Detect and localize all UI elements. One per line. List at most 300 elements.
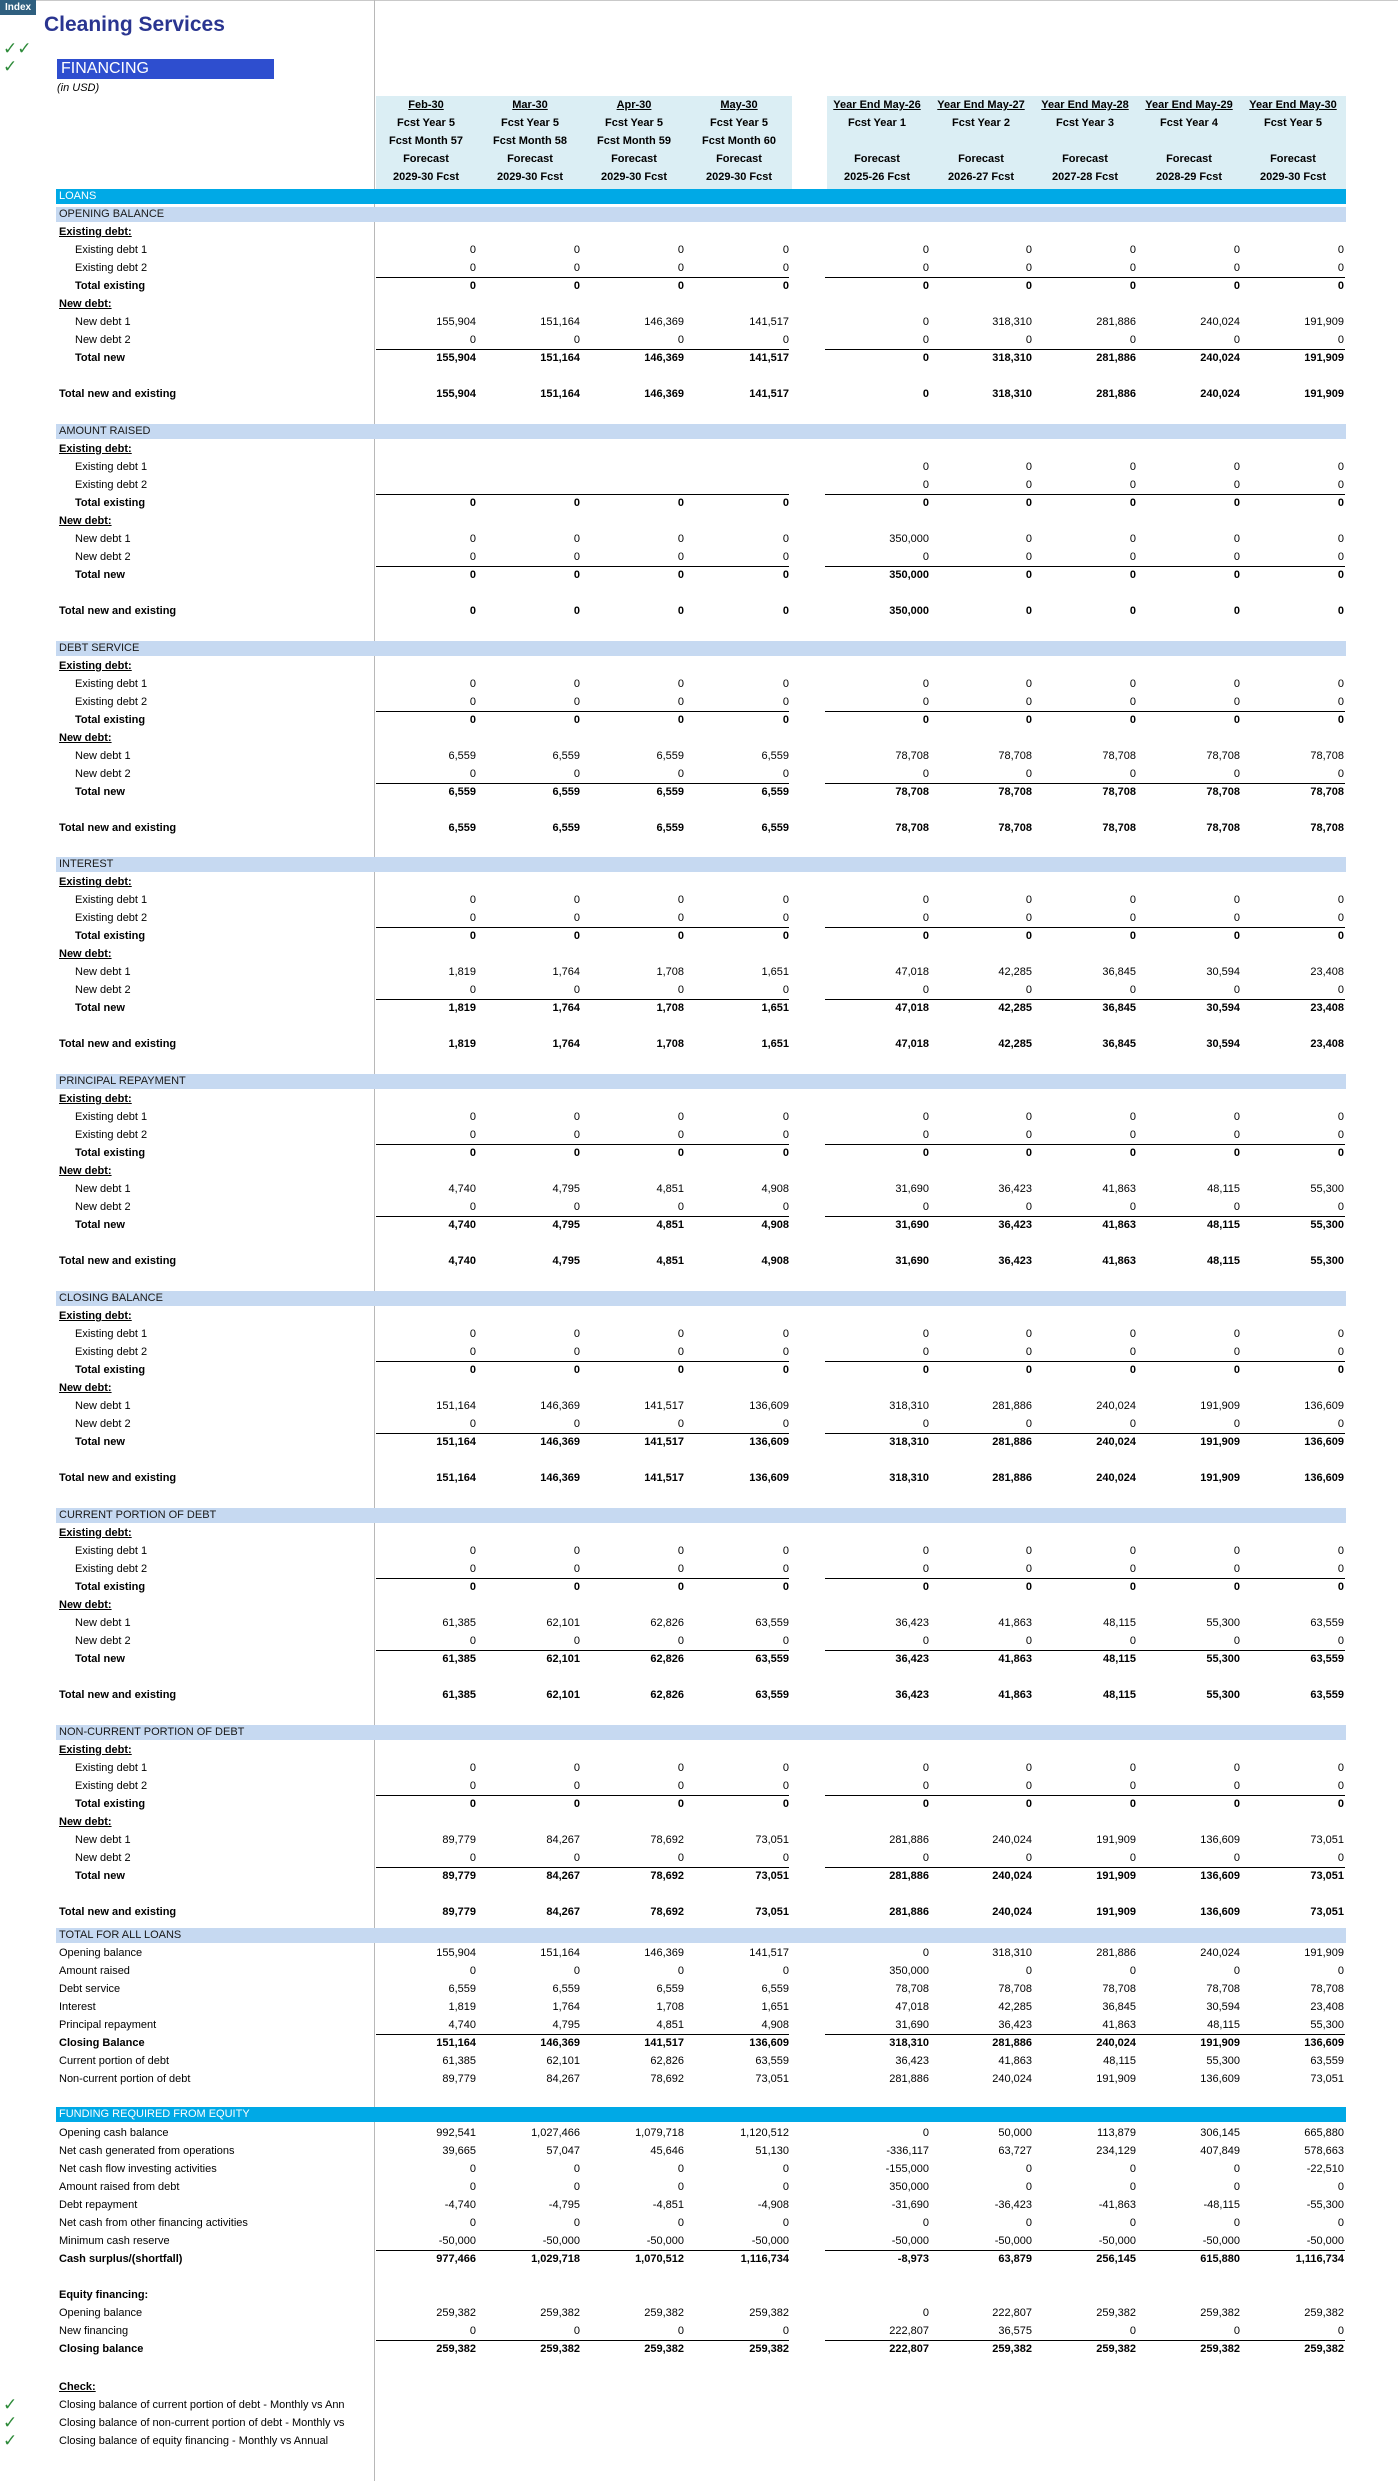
cell-value: 0 <box>677 2163 684 2175</box>
section-heading: CLOSING BALANCE <box>59 1292 163 1304</box>
cell-value: 0 <box>469 1328 476 1340</box>
loans-band <box>56 189 1346 204</box>
cell-value: 0 <box>1129 930 1136 943</box>
row-label: Opening cash balance <box>59 2127 169 2139</box>
cell-value: 62,101 <box>546 1688 580 1701</box>
cell-value: 1,708 <box>656 2001 684 2013</box>
new-debt-label: New debt: <box>59 1815 112 1828</box>
row-label: Net cash from other financing activities <box>59 2217 248 2229</box>
cell-value: 41,863 <box>1102 1183 1136 1196</box>
row-label: Total new <box>75 1219 125 1232</box>
cell-value: 0 <box>922 1761 929 1774</box>
row-label: Total existing <box>75 930 146 943</box>
cell-value: 0 <box>677 1779 684 1792</box>
cell-value: 0 <box>1025 1129 1032 1142</box>
cell-value: 151,164 <box>436 1400 476 1412</box>
cell-value: 0 <box>469 1364 476 1376</box>
cell-value: 0 <box>1233 568 1240 581</box>
cell-value: 0 <box>573 1418 580 1430</box>
currency-note: (in USD) <box>57 82 100 94</box>
cell-value: 281,886 <box>889 1905 929 1918</box>
cell-value: 0 <box>469 1851 476 1864</box>
cell-value: 281,886 <box>1096 1947 1136 1959</box>
cell-value: 136,609 <box>1304 1400 1344 1412</box>
column-header: Fcst Year 4 <box>1160 117 1218 129</box>
cell-value: 6,559 <box>656 1983 684 1995</box>
cell-value: 0 <box>1233 244 1240 256</box>
cell-value: 0 <box>782 262 789 274</box>
cell-value: 1,819 <box>448 1038 476 1051</box>
cell-value: 0 <box>1233 695 1240 708</box>
cell-value: 0 <box>922 1634 929 1647</box>
cell-value: 0 <box>922 316 929 328</box>
cell-value: 136,609 <box>1304 2037 1344 2049</box>
cell-value: 0 <box>1233 1580 1240 1593</box>
cell-value: 146,369 <box>644 352 684 364</box>
cell-value: 0 <box>469 604 476 617</box>
cell-value: 1,708 <box>656 1038 684 1051</box>
cell-value: 259,382 <box>1304 2343 1344 2355</box>
column-header: 2025-26 Fcst <box>843 171 911 183</box>
row-label: New debt 1 <box>75 1183 131 1196</box>
cell-value: 0 <box>1129 1346 1136 1358</box>
cell-value: 0 <box>1337 1562 1344 1575</box>
cell-value: 136,609 <box>1304 1436 1344 1448</box>
cell-value: 0 <box>573 496 580 509</box>
column-header: 2029-30 Fcst <box>705 171 773 183</box>
cell-value: 141,517 <box>749 316 789 328</box>
cell-value: 191,909 <box>1096 1905 1136 1918</box>
cell-value: 84,267 <box>546 1905 580 1918</box>
cell-value: 0 <box>677 280 684 292</box>
cell-value: 0 <box>677 1328 684 1340</box>
cell-value: 0 <box>1025 496 1032 509</box>
cell-value: 36,845 <box>1102 2001 1136 2013</box>
cell-value: 0 <box>1025 280 1032 292</box>
cell-value: 0 <box>1025 1346 1032 1358</box>
cell-value: 63,559 <box>755 1652 789 1665</box>
cell-value: 136,609 <box>1200 1869 1240 1882</box>
cell-value: 78,708 <box>1102 821 1136 834</box>
row-label: Existing debt 1 <box>75 1544 148 1557</box>
cell-value: 0 <box>1129 695 1136 708</box>
cell-value: 0 <box>1025 984 1032 997</box>
cell-value: 0 <box>1233 1797 1240 1810</box>
cell-value: 240,024 <box>992 1833 1032 1846</box>
cell-value: 0 <box>1233 677 1240 690</box>
cell-value: 0 <box>1337 1634 1344 1647</box>
cell-value: 0 <box>573 894 580 907</box>
cell-value: 0 <box>573 262 580 274</box>
section-band <box>56 1725 1346 1740</box>
cell-value: 0 <box>573 1328 580 1340</box>
column-header: Forecast <box>716 153 762 165</box>
cell-value: 78,708 <box>1102 1983 1136 1995</box>
cell-value: -50,000 <box>751 2235 789 2247</box>
cell-value: 84,267 <box>546 1869 580 1882</box>
cell-value: 1,708 <box>656 1002 684 1015</box>
cell-value: 6,559 <box>552 821 580 834</box>
row-label: New debt 2 <box>75 334 131 346</box>
cell-value: 0 <box>1233 912 1240 925</box>
cell-value: 0 <box>782 604 789 617</box>
column-header: Forecast <box>1062 153 1108 165</box>
cell-value: 0 <box>1025 2181 1032 2193</box>
row-label: Total existing <box>75 280 146 292</box>
row-label: Total new and existing <box>59 1905 177 1918</box>
cell-value: 55,300 <box>1206 1652 1240 1665</box>
cell-value: 615,880 <box>1200 2253 1240 2265</box>
cell-value: 0 <box>1233 532 1240 545</box>
column-header: Fcst Month 60 <box>702 135 776 147</box>
cell-value: 0 <box>1337 604 1344 617</box>
cell-value: 191,909 <box>1200 1400 1240 1412</box>
existing-debt-label: Existing debt: <box>59 226 132 238</box>
cell-value: 0 <box>782 677 789 690</box>
cell-value: 0 <box>677 2217 684 2229</box>
cell-value: 0 <box>1337 568 1344 581</box>
cell-value: 113,879 <box>1097 2127 1136 2139</box>
cell-value: 0 <box>677 912 684 925</box>
row-label: Closing Balance <box>59 2037 145 2049</box>
cell-value: 0 <box>782 1111 789 1124</box>
row-label: Amount raised <box>59 1965 130 1977</box>
cell-value: 73,051 <box>1310 2073 1344 2085</box>
cell-value: 259,382 <box>1200 2343 1240 2355</box>
cell-value: 0 <box>922 478 929 491</box>
cell-value: 0 <box>782 2325 789 2337</box>
row-label: Total existing <box>75 1797 146 1810</box>
cell-value: 4,851 <box>656 1183 684 1196</box>
cell-value: 0 <box>1337 2181 1344 2193</box>
cell-value: 0 <box>677 677 684 690</box>
cell-value: 0 <box>1233 604 1240 617</box>
cell-value: 240,024 <box>1200 316 1240 328</box>
cell-value: 42,285 <box>998 966 1032 979</box>
cell-value: 0 <box>782 894 789 907</box>
cell-value: 0 <box>677 894 684 907</box>
cell-value: 41,863 <box>1102 2019 1136 2031</box>
row-label: Existing debt 1 <box>75 894 148 907</box>
check-icon: ✓ <box>3 2395 18 2414</box>
cell-value: 0 <box>573 767 580 780</box>
cell-value: 0 <box>1233 1129 1240 1142</box>
cell-value: 191,909 <box>1096 1869 1136 1882</box>
cell-value: 0 <box>573 1544 580 1557</box>
cell-value: 36,423 <box>895 1616 929 1629</box>
cell-value: 4,908 <box>761 1255 789 1268</box>
cell-value: 63,559 <box>1310 1688 1344 1701</box>
cell-value: 73,051 <box>755 1869 789 1882</box>
cell-value: 0 <box>677 695 684 708</box>
cell-value: 84,267 <box>546 1833 580 1846</box>
cell-value: 0 <box>469 1129 476 1142</box>
cell-value: 63,559 <box>755 2055 789 2067</box>
cell-value: 62,101 <box>546 2055 580 2067</box>
cell-value: 6,559 <box>761 785 789 798</box>
cell-value: 6,559 <box>552 785 580 798</box>
cell-value: 23,408 <box>1310 1002 1344 1015</box>
cell-value: 0 <box>469 2325 476 2337</box>
column-header: 2026-27 Fcst <box>947 171 1015 183</box>
cell-value: 0 <box>1337 280 1344 292</box>
cell-value: 0 <box>922 984 929 997</box>
cell-value: 0 <box>1025 1634 1032 1647</box>
row-label: New debt 2 <box>75 1201 131 1214</box>
check-icon: ✓✓ <box>3 39 32 58</box>
cell-value: 0 <box>469 713 476 726</box>
row-label: Total new <box>75 1002 125 1015</box>
cell-value: 57,047 <box>546 2145 580 2157</box>
row-label: Opening balance <box>59 2307 143 2319</box>
row-label: Total existing <box>75 496 146 509</box>
cell-value: 0 <box>1233 280 1240 292</box>
cell-value: -41,863 <box>1098 2199 1136 2211</box>
cell-value: 240,024 <box>1200 352 1240 364</box>
column-header: Fcst Year 3 <box>1056 117 1114 129</box>
row-label: Existing debt 2 <box>75 262 148 274</box>
row-label: Existing debt 1 <box>75 1761 148 1774</box>
check-icon: ✓ <box>3 2431 18 2450</box>
index-tab[interactable]: Index <box>0 0 36 15</box>
cell-value: 36,845 <box>1102 1038 1136 1051</box>
cell-value: 0 <box>1025 568 1032 581</box>
new-debt-label: New debt: <box>59 1598 112 1611</box>
cell-value: 151,164 <box>540 388 580 400</box>
cell-value: 0 <box>782 1965 789 1977</box>
cell-value: -4,851 <box>652 2199 684 2211</box>
cell-value: 0 <box>469 1418 476 1430</box>
cell-value: 6,559 <box>761 1983 789 1995</box>
cell-value: 0 <box>1129 1634 1136 1647</box>
cell-value: 0 <box>1233 1965 1240 1977</box>
cell-value: 78,708 <box>1310 1983 1344 1995</box>
cell-value: 55,300 <box>1206 1688 1240 1701</box>
cell-value: 0 <box>469 568 476 581</box>
cell-value: 0 <box>573 1129 580 1142</box>
cell-value: -8,973 <box>897 2253 929 2265</box>
cell-value: 1,120,512 <box>740 2127 789 2139</box>
row-label: Total new and existing <box>59 821 177 834</box>
cell-value: 0 <box>677 1634 684 1647</box>
cell-value: 259,382 <box>436 2343 476 2355</box>
cell-value: 0 <box>1025 1364 1032 1376</box>
row-label: New debt 2 <box>75 1418 131 1430</box>
cell-value: 0 <box>1025 1580 1032 1593</box>
cell-value: 0 <box>782 1129 789 1142</box>
cell-value: 281,886 <box>889 1869 929 1882</box>
cell-value: 0 <box>573 1201 580 1214</box>
row-label: Existing debt 1 <box>75 244 148 256</box>
cell-value: 665,880 <box>1304 2127 1344 2139</box>
cell-value: 0 <box>573 912 580 925</box>
cell-value: 0 <box>469 496 476 509</box>
cell-value: 30,594 <box>1206 2001 1240 2013</box>
cell-value: 0 <box>1233 478 1240 491</box>
cell-value: -55,300 <box>1306 2199 1344 2211</box>
cell-value: 191,909 <box>1304 316 1344 328</box>
cell-value: 47,018 <box>895 2001 929 2013</box>
cell-value: 0 <box>1233 2325 1240 2337</box>
cell-value: 1,819 <box>448 2001 476 2013</box>
column-header: Fcst Year 5 <box>710 117 768 129</box>
cell-value: 4,795 <box>552 2019 580 2031</box>
cell-value: 0 <box>1129 1147 1136 1160</box>
cell-value: 78,708 <box>998 749 1032 762</box>
section-band <box>56 424 1346 439</box>
cell-value: 0 <box>1129 1129 1136 1142</box>
cell-value: 78,708 <box>1206 821 1240 834</box>
cell-value: 1,651 <box>761 2001 789 2013</box>
cell-value: 0 <box>573 568 580 581</box>
cell-value: 259,382 <box>436 2307 476 2319</box>
cell-value: 222,807 <box>889 2343 929 2355</box>
cell-value: 191,909 <box>1096 2073 1136 2085</box>
cell-value: 6,559 <box>761 821 789 834</box>
row-label: New debt 2 <box>75 550 131 563</box>
cell-value: 0 <box>1337 532 1344 545</box>
cell-value: 30,594 <box>1206 1002 1240 1015</box>
column-header: Fcst Year 5 <box>397 117 455 129</box>
cell-value: 36,845 <box>1102 1002 1136 1015</box>
cell-value: 259,382 <box>644 2307 684 2319</box>
row-label: Total new and existing <box>59 604 177 617</box>
cell-value: -4,795 <box>548 2199 580 2211</box>
cell-value: 1,651 <box>761 1002 789 1015</box>
cell-value: 36,423 <box>998 1255 1032 1268</box>
cell-value: 155,904 <box>436 316 476 328</box>
cell-value: 0 <box>469 2217 476 2229</box>
row-label: Non-current portion of debt <box>59 2073 191 2085</box>
cell-value: 0 <box>1337 2217 1344 2229</box>
row-label: New debt 1 <box>75 749 131 762</box>
cell-value: 62,101 <box>546 1616 580 1629</box>
cell-value: 0 <box>782 334 789 346</box>
cell-value: 0 <box>1233 1328 1240 1340</box>
row-label: Net cash generated from operations <box>59 2145 235 2157</box>
cell-value: 61,385 <box>442 1652 476 1665</box>
cell-value: 151,164 <box>436 1436 476 1448</box>
cell-value: 0 <box>469 2181 476 2193</box>
row-label: Current portion of debt <box>59 2055 170 2067</box>
cell-value: 23,408 <box>1310 966 1344 979</box>
column-header: Fcst Year 5 <box>501 117 559 129</box>
cell-value: 0 <box>1025 262 1032 274</box>
cell-value: 0 <box>677 1201 684 1214</box>
cell-value: 0 <box>922 1544 929 1557</box>
cell-value: 0 <box>573 1797 580 1810</box>
cell-value: 0 <box>677 1761 684 1774</box>
row-label: Existing debt 2 <box>75 1346 148 1358</box>
cell-value: 0 <box>1337 1851 1344 1864</box>
cell-value: 48,115 <box>1206 1255 1240 1268</box>
row-label: Existing debt 1 <box>75 677 148 690</box>
cell-value: 136,609 <box>749 2037 789 2049</box>
cell-value: 0 <box>677 604 684 617</box>
cell-value: 0 <box>469 1634 476 1647</box>
cell-value: 0 <box>469 984 476 997</box>
cell-value: 0 <box>469 677 476 690</box>
cell-value: 0 <box>1233 894 1240 907</box>
cell-value: 36,423 <box>998 1183 1032 1196</box>
section-heading: PRINCIPAL REPAYMENT <box>59 1075 186 1088</box>
cell-value: 6,559 <box>448 821 476 834</box>
cell-value: 30,594 <box>1206 966 1240 979</box>
existing-debt-label: Existing debt: <box>59 659 132 672</box>
cell-value: 0 <box>1129 244 1136 256</box>
cell-value: 0 <box>1233 550 1240 563</box>
row-label: Total new <box>75 352 125 364</box>
cell-value: 0 <box>782 713 789 726</box>
cell-value: 151,164 <box>436 2037 476 2049</box>
cell-value: 36,575 <box>998 2325 1032 2337</box>
cell-value: 0 <box>782 1779 789 1792</box>
row-label: New financing <box>59 2325 129 2337</box>
row-label: New debt 1 <box>75 1616 131 1629</box>
cell-value: 0 <box>1233 496 1240 509</box>
cell-value: 51,130 <box>755 2145 789 2157</box>
cell-value: 48,115 <box>1103 1616 1136 1629</box>
row-label: Total new <box>75 1652 125 1665</box>
row-label: Total existing <box>75 1580 146 1593</box>
cell-value: 259,382 <box>749 2307 789 2319</box>
cell-value: 0 <box>922 2127 929 2139</box>
cell-value: 0 <box>922 262 929 274</box>
cell-value: 55,300 <box>1310 2019 1344 2031</box>
cell-value: 240,024 <box>1200 1947 1240 1959</box>
row-label: Total new and existing <box>59 388 177 400</box>
check-item: Closing balance of current portion of debt - Monthly vs Ann <box>59 2399 345 2411</box>
column-header: Fcst Year 2 <box>952 117 1010 129</box>
cell-value: 63,559 <box>1310 2055 1344 2067</box>
cell-value: 0 <box>573 713 580 726</box>
cell-value: 0 <box>1233 1544 1240 1557</box>
cell-value: 0 <box>469 930 476 943</box>
cell-value: 78,708 <box>1310 749 1344 762</box>
cell-value: 136,609 <box>1200 2073 1240 2085</box>
cell-value: 0 <box>922 1418 929 1430</box>
cell-value: 0 <box>677 1965 684 1977</box>
cell-value: 41,863 <box>998 1652 1032 1665</box>
column-header: Year End May-28 <box>1041 99 1129 111</box>
column-header: 2029-30 Fcst <box>392 171 460 183</box>
cell-value: 0 <box>677 1544 684 1557</box>
row-label: Existing debt 2 <box>75 1779 148 1792</box>
section-band <box>56 1074 1346 1089</box>
cell-value: 0 <box>677 930 684 943</box>
cell-value: 4,740 <box>448 2019 476 2031</box>
cell-value: 0 <box>573 677 580 690</box>
cell-value: 1,029,718 <box>531 2253 580 2265</box>
cell-value: 0 <box>677 1147 684 1160</box>
cell-value: 0 <box>1337 767 1344 780</box>
cell-value: 0 <box>1337 894 1344 907</box>
cell-value: 0 <box>1129 1580 1136 1593</box>
cell-value: 0 <box>1025 1201 1032 1214</box>
cell-value: 0 <box>1129 262 1136 274</box>
cell-value: -50,000 <box>438 2235 476 2247</box>
cell-value: 0 <box>469 1580 476 1593</box>
cell-value: 146,369 <box>644 388 684 400</box>
cell-value: 0 <box>469 912 476 925</box>
cell-value: -50,000 <box>542 2235 580 2247</box>
cell-value: 191,909 <box>1200 1436 1240 1448</box>
cell-value: 0 <box>782 1364 789 1376</box>
cell-value: 0 <box>1337 496 1344 509</box>
row-label: Cash surplus/(shortfall) <box>59 2253 183 2265</box>
cell-value: 4,795 <box>552 1219 580 1232</box>
new-debt-label: New debt: <box>59 1165 112 1178</box>
